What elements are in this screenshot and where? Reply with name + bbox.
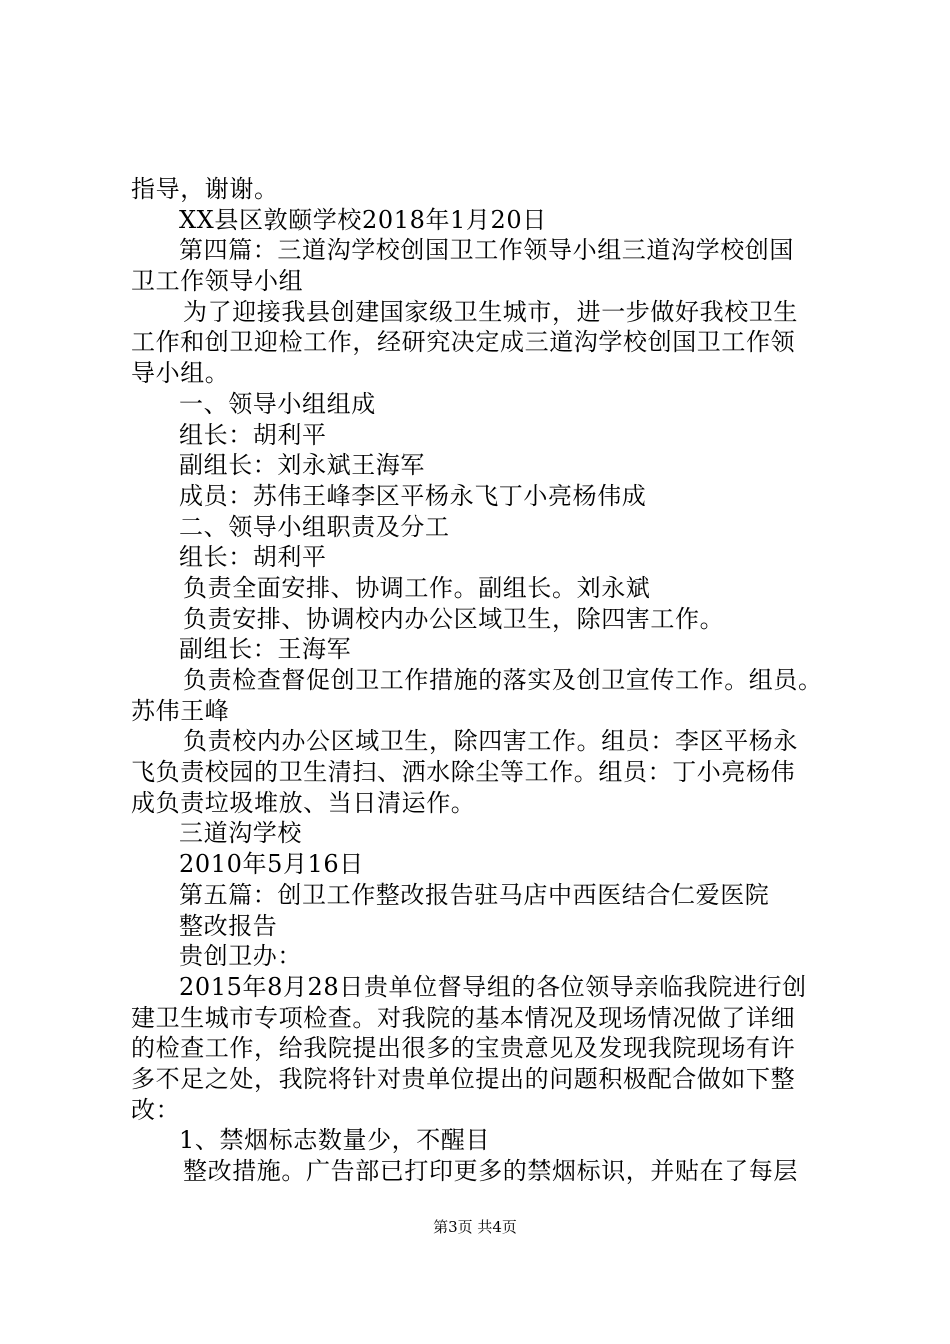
text-line: 指导，谢谢。	[131, 175, 279, 203]
page-number-footer: 第3页 共4页	[433, 1218, 517, 1236]
text-line: 负责校内办公区域卫生，除四害工作。组员：李区平杨永	[183, 727, 798, 756]
text-line: 的检查工作，给我院提出很多的宝贵意见及发现我院现场有许	[131, 1034, 796, 1063]
text-line: 2015年8月28日贵单位督导组的各位领导亲临我院进行创	[179, 972, 807, 1001]
text-line: XX县区敦颐学校2018年1月20日	[179, 205, 547, 234]
text-line: 副组长：王海军	[179, 635, 352, 664]
text-line: 成员：苏伟王峰李区平杨永飞丁小亮杨伟成	[179, 481, 647, 510]
text-line: 整改措施。广告部已打印更多的禁烟标识，并贴在了每层	[183, 1157, 798, 1185]
text-line: 副组长：刘永斌王海军	[179, 451, 425, 480]
text-line: 为了迎接我县创建国家级卫生城市，进一步做好我校卫生	[183, 297, 798, 326]
text-line: 贵创卫办：	[179, 942, 302, 971]
text-line: 负责检查督促创卫工作措施的落实及创卫宣传工作。组员。	[183, 666, 823, 694]
section-heading: 二、领导小组职责及分工	[179, 512, 450, 541]
text-line: 建卫生城市专项检查。对我院的基本情况及现场情况做了详细	[131, 1003, 796, 1032]
text-line: 1、禁烟标志数量少，不醒目	[179, 1126, 491, 1155]
text-line: 工作和创卫迎检工作，经研究决定成三道沟学校创国卫工作领	[131, 328, 796, 357]
text-line: 组长：胡利平	[179, 420, 327, 449]
text-line: 苏伟王峰	[131, 696, 230, 725]
text-line: 组长：胡利平	[179, 543, 327, 572]
document-body	[131, 174, 846, 1187]
text-line: 飞负责校园的卫生清扫、洒水除尘等工作。组员：丁小亮杨伟	[131, 758, 796, 787]
section-heading: 第五篇：创卫工作整改报告驻马店中西医结合仁爱医院	[179, 880, 770, 909]
text-line: 多不足之处，我院将针对贵单位提出的问题积极配合做如下整	[131, 1064, 796, 1093]
text-line: 卫工作领导小组	[131, 267, 304, 296]
text-line: 2010年5月16日	[179, 850, 364, 879]
text-line: 整改报告	[179, 911, 278, 940]
text-line: 第四篇：三道沟学校创国卫工作领导小组三道沟学校创国	[179, 236, 794, 265]
text-line: 负责安排、协调校内办公区域卫生，除四害工作。	[183, 604, 725, 633]
section-heading: 一、领导小组组成	[179, 389, 376, 418]
text-line: 导小组。	[131, 359, 230, 388]
text-line: 负责全面安排、协调工作。副组长。刘永斌	[183, 573, 651, 602]
text-line: 三道沟学校	[179, 819, 302, 848]
text-line: 成负责垃圾堆放、当日清运作。	[131, 788, 476, 817]
text-line: 改：	[131, 1095, 181, 1124]
